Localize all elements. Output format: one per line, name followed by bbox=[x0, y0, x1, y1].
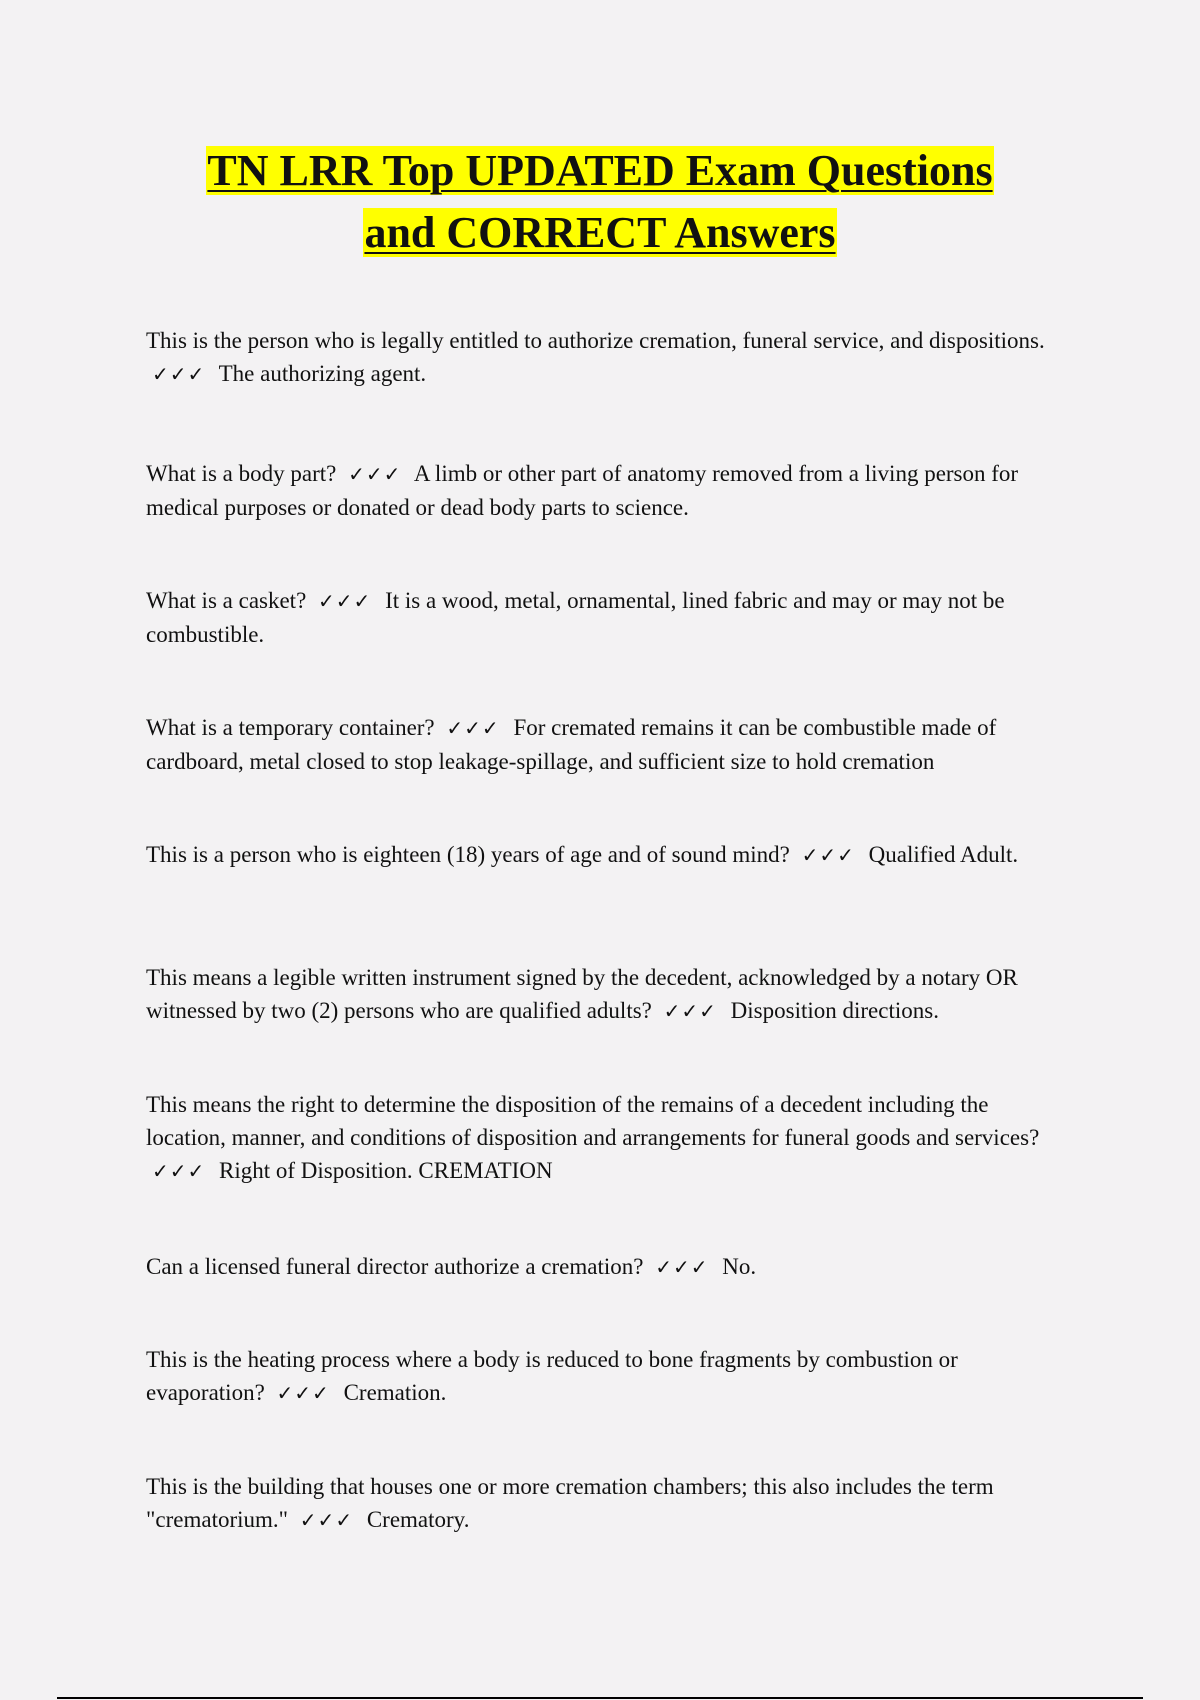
qa-item-6 bbox=[146, 961, 1051, 1028]
check-mark-icon: ✓✓✓ bbox=[299, 1508, 354, 1532]
check-mark-icon: ✓✓✓ bbox=[663, 999, 717, 1023]
answer-text: Qualified Adult. bbox=[868, 842, 1019, 867]
qa-item-7 bbox=[146, 1088, 1051, 1188]
answer-text: Cremation. bbox=[343, 1380, 447, 1405]
qa-item-1 bbox=[146, 324, 1051, 391]
question-text: This is the person who is legally entitled to authorize cremation, funeral service, and dispositions. bbox=[146, 328, 1045, 353]
answer-text: Crematory. bbox=[366, 1507, 470, 1532]
question-text: This means the right to determine the disposition of the remains of a decedent including the location, manner, and conditions of disposition and arrangements for funeral goods and services? bbox=[146, 1092, 1040, 1150]
answer-text: Disposition directions. bbox=[730, 998, 939, 1023]
answer-text: For cremated remains it can be combustible made of cardboard, metal closed to stop leakage-spillage, and sufficient size to hold cremation bbox=[146, 715, 997, 774]
document-title bbox=[100, 140, 1100, 264]
check-mark-icon: ✓✓✓ bbox=[348, 462, 402, 486]
qa-item-4 bbox=[146, 711, 1051, 778]
qa-item-10 bbox=[146, 1470, 1051, 1537]
answer-text: Right of Disposition. CREMATION bbox=[219, 1158, 553, 1183]
qa-item-5 bbox=[146, 838, 1051, 872]
answer-text: The authorizing agent. bbox=[218, 361, 427, 386]
question-text: This is the building that houses one or more cremation chambers; this also includes the term "crematorium." bbox=[146, 1474, 994, 1532]
question-text: This is the heating process where a body is reduced to bone fragments by combustion or evaporation? bbox=[146, 1347, 958, 1405]
qa-item-8 bbox=[146, 1250, 1051, 1284]
check-mark-icon: ✓✓✓ bbox=[152, 1159, 206, 1183]
check-mark-icon: ✓✓✓ bbox=[276, 1381, 330, 1405]
question-text: What is a temporary container? bbox=[146, 715, 435, 740]
check-mark-icon: ✓✓✓ bbox=[152, 362, 206, 386]
qa-item-2 bbox=[146, 457, 1051, 524]
check-mark-icon: ✓✓✓ bbox=[446, 716, 500, 740]
answer-text: No. bbox=[722, 1254, 757, 1279]
qa-item-9 bbox=[146, 1343, 1051, 1410]
check-mark-icon: ✓✓✓ bbox=[801, 843, 855, 867]
answer-text: A limb or other part of anatomy removed from a living person for medical purposes or donated or dead body parts to science. bbox=[146, 461, 1019, 520]
question-text: What is a body part? bbox=[146, 461, 337, 486]
check-mark-icon: ✓✓✓ bbox=[318, 589, 372, 613]
check-mark-icon: ✓✓✓ bbox=[655, 1255, 709, 1279]
answer-text: It is a wood, metal, ornamental, lined fabric and may or may not be combustible. bbox=[146, 588, 1005, 647]
bottom-divider bbox=[57, 1697, 1143, 1699]
document-title-line-2: and CORRECT Answers bbox=[364, 208, 836, 257]
question-text: This means a legible written instrument signed by the decedent, acknowledged by a notary OR witnessed by two (2) persons who are qualified adults? bbox=[146, 965, 1018, 1023]
qa-item-3 bbox=[146, 584, 1051, 651]
question-text: Can a licensed funeral director authorize a cremation? bbox=[146, 1254, 644, 1279]
document-title-line-1: TN LRR Top UPDATED Exam Questions bbox=[207, 146, 993, 195]
question-text: What is a casket? bbox=[146, 588, 307, 613]
question-text: This is a person who is eighteen (18) years of age and of sound mind? bbox=[146, 842, 790, 867]
